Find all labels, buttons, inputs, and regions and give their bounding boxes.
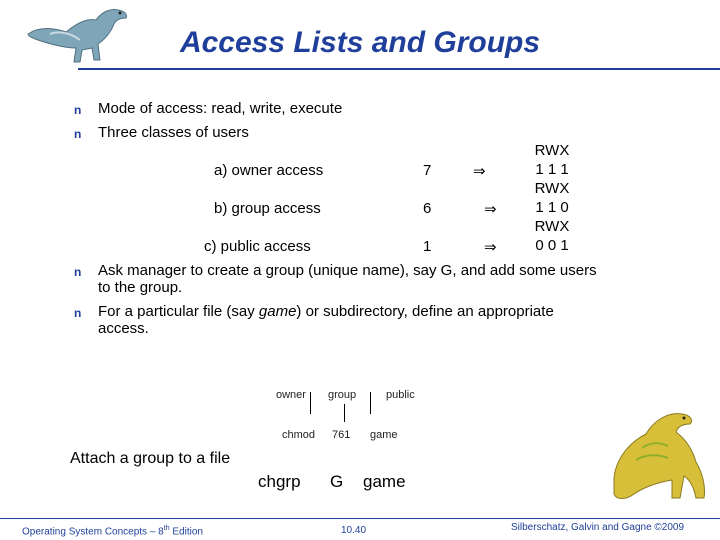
bullet-text: Ask manager to create a group (unique name), say G, and add some users [98, 262, 597, 279]
chmod-command: chmod [282, 429, 316, 441]
implies-arrow-icon: ⇒ [484, 238, 497, 256]
octal-value: 7 [423, 162, 432, 179]
chgrp-group: G [330, 472, 344, 491]
slide-title: Access Lists and Groups [179, 26, 541, 59]
diagram-label-group: group [328, 389, 357, 401]
implies-arrow-icon: ⇒ [484, 200, 497, 218]
rwx-header: RWX [534, 180, 570, 197]
text-run: For a particular file (say [98, 303, 259, 320]
diagram-tick [344, 404, 345, 422]
bullet-text-continued: access. [98, 320, 149, 337]
footer-rule [0, 518, 720, 519]
access-row-owner [214, 162, 323, 179]
row-prefix: c) [204, 238, 217, 255]
row-prefix: a) [214, 162, 228, 179]
rwx-header: RWX [534, 142, 570, 159]
diagram-tick [310, 392, 311, 414]
permission-bits: 1 1 1 [535, 161, 569, 178]
access-row-public [204, 238, 311, 255]
bullet-text-continued: to the group. [98, 279, 183, 296]
diagram-tick [370, 392, 371, 414]
diagram-label-owner: owner [276, 389, 306, 401]
text-run: ) or subdirectory, define an appropriate [296, 303, 554, 320]
bullet-icon: n [74, 127, 82, 141]
octal-value: 1 [423, 238, 432, 255]
bullet-icon: n [74, 265, 82, 279]
dinosaur-illustration-icon [606, 408, 714, 514]
superscript: th [163, 525, 170, 532]
diagram-label-public: public [386, 389, 415, 401]
chgrp-file: game [363, 472, 406, 491]
footer-book-title [22, 525, 203, 537]
row-prefix: b) [214, 200, 228, 217]
permission-bits: 0 0 1 [535, 237, 569, 254]
row-label: owner access [231, 162, 324, 179]
bullet-icon: n [74, 103, 82, 117]
row-label: group access [231, 200, 321, 217]
bullet-text: Mode of access: read, write, execute [98, 100, 343, 117]
title-underline [78, 68, 720, 70]
emphasis-text: game [258, 303, 297, 320]
permission-bits: 1 1 0 [535, 199, 569, 216]
text-run: Operating System Concepts – 8 [22, 526, 164, 538]
access-row-group [214, 200, 321, 217]
bullet-icon: n [74, 306, 82, 320]
implies-arrow-icon: ⇒ [473, 162, 486, 180]
row-label: public access [220, 238, 311, 255]
chmod-file: game [370, 429, 398, 441]
chmod-mode: 761 [332, 429, 351, 441]
bullet-text [98, 303, 554, 320]
text-run: Edition [169, 526, 203, 538]
attach-caption: Attach a group to a file [70, 450, 231, 467]
footer-authors: Silberschatz, Galvin and Gagne ©2009 [511, 522, 685, 533]
bullet-text: Three classes of users [98, 124, 249, 141]
chgrp-command: chgrp [258, 472, 301, 491]
rwx-header: RWX [534, 218, 570, 235]
page-number: 10.40 [341, 525, 367, 536]
octal-value: 6 [423, 200, 432, 217]
